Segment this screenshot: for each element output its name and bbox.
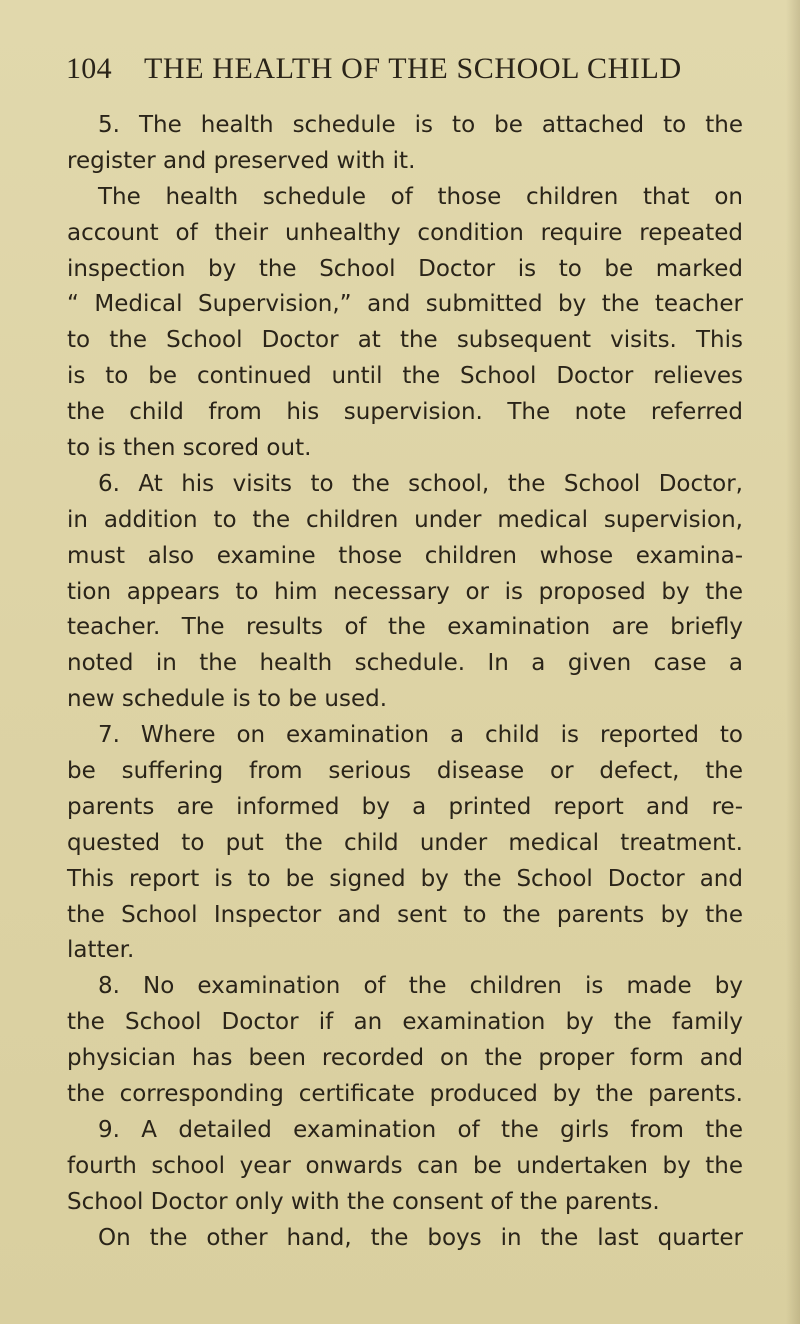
text-line: is to be continued until the School Doctor relieves <box>67 363 743 390</box>
page-edge-shadow <box>786 0 800 1324</box>
text-line: register and preserved with it. <box>67 147 416 174</box>
text-line: the School Doctor if an examination by the family <box>67 1009 743 1036</box>
text-line: On the other hand, the boys in the last quarter <box>98 1224 743 1251</box>
text-line: parents are informed by a printed report and re- <box>67 793 743 820</box>
text-line: to the School Doctor at the subsequent visits. This <box>67 327 743 354</box>
text-line: The health schedule of those children that on <box>98 183 743 210</box>
text-line: fourth school year onwards can be undertaken by the <box>67 1152 743 1179</box>
text-line: the corresponding certificate produced by the parents. <box>67 1081 743 1108</box>
text-line: tion appears to him necessary or is proposed by the <box>67 578 743 605</box>
text-line: must also examine those children whose examina- <box>67 542 743 569</box>
text-line: School Doctor only with the consent of the parents. <box>67 1188 660 1215</box>
text-line: the School Inspector and sent to the parents by the <box>67 901 743 928</box>
text-line: teacher. The results of the examination are briefly <box>67 614 743 641</box>
text-line: 6. At his visits to the school, the School Doctor, <box>98 470 743 497</box>
text-line: inspection by the School Doctor is to be marked <box>67 255 743 282</box>
text-line: be suffering from serious disease or defect, the <box>67 758 743 785</box>
text-line: quested to put the child under medical treatment. <box>67 829 743 856</box>
text-line: account of their unhealthy condition require repeated <box>67 219 743 246</box>
text-line: new schedule is to be used. <box>67 686 388 713</box>
text-line: 7. Where on examination a child is reported to <box>98 722 743 749</box>
text-line: latter. <box>67 937 135 964</box>
running-title: THE HEALTH OF THE SCHOOL CHILD <box>144 52 682 85</box>
text-line: This report is to be signed by the School Doctor and <box>67 865 743 892</box>
text-line: “ Medical Supervision,” and submitted by the teacher <box>67 291 743 318</box>
body-text <box>67 108 743 1257</box>
text-line: to is then scored out. <box>67 435 312 462</box>
text-line: 5. The health schedule is to be attached to the <box>98 112 743 138</box>
text-line: 9. A detailed examination of the girls from the <box>98 1116 743 1143</box>
text-line: in addition to the children under medical supervision, <box>67 506 743 533</box>
text-line: physician has been recorded on the proper form and <box>67 1045 743 1072</box>
page-number: 104 <box>66 52 112 85</box>
text-line: noted in the health schedule. In a given case a <box>67 650 743 677</box>
running-header <box>66 52 746 92</box>
text-line: 8. No examination of the children is made by <box>98 973 743 1000</box>
text-line: the child from his supervision. The note referred <box>67 399 743 426</box>
